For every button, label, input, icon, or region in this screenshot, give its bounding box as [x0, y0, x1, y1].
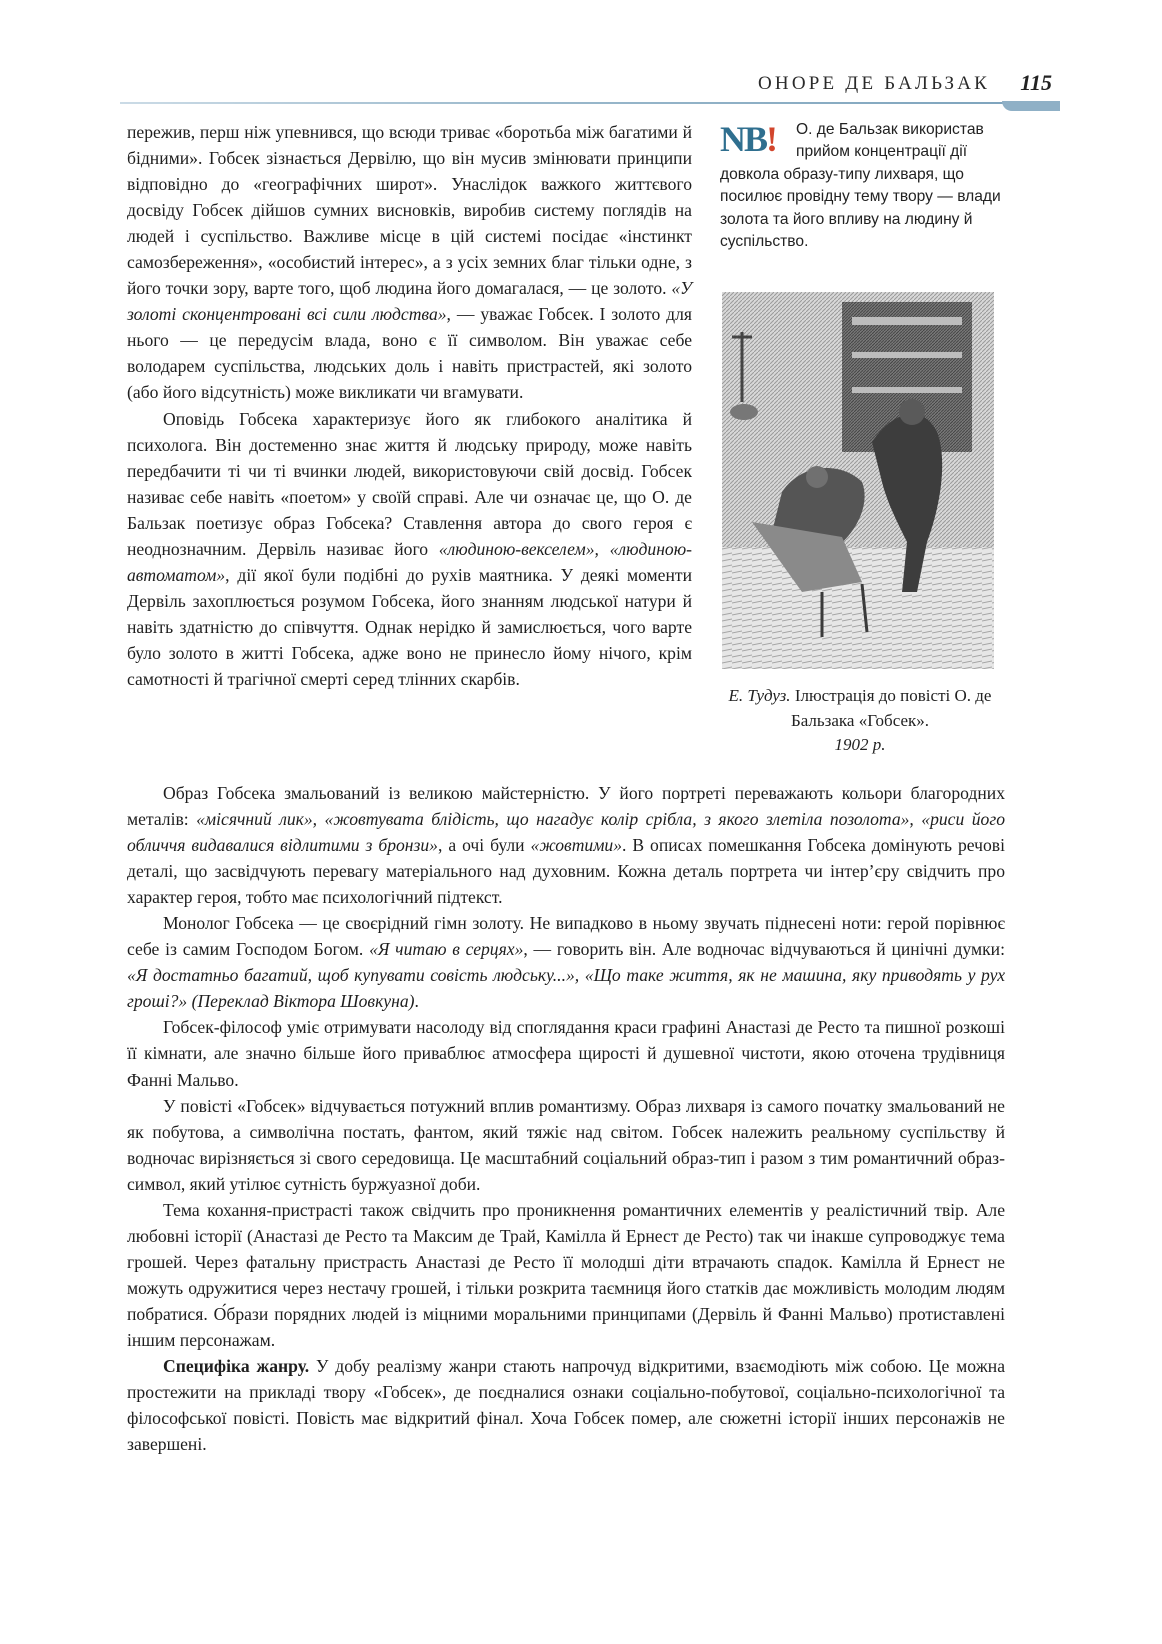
caption-text: Ілюстрація до повісті О. де Бальзака «Гобсек».: [790, 686, 992, 730]
paragraph: пережив, перш ніж упевнився, що всюди триває «боротьба між багатими й бідними». Гобсек зізнається Дервілю, що він мусив змінювати принципи відповідно до «географічних широт». Унаслідок важкого життєвого досвіду Гобсек дійшов сумних висновків, виробив систему поглядів на людей і суспільство. Важливе місце в цій системі посідає «інстинкт самозбереження», «особистий інтерес», а з усіх земних благ тільки одне, з його точки зору, варте того, щоб людина його домагалася, — це золото. «У золоті сконцентровані всі сили людства», — уважає Гобсек. І золото для нього — це передусім влада, воно є її символом. Він уважає себе володарем суспільства, людських доль і навіть пристрастей, які золото (або його відсутність) може викликати чи вгамувати.: [127, 122, 692, 403]
header-tab: [1002, 101, 1060, 111]
paragraph: Гобсек-філософ уміє отримувати насолоду від споглядання краси графині Анастазі де Ресто та пишної розкоші її кімнати, але значно більше його приваблює атмосфера щирості й душевної чистоти, якою оточена трудівниця Фанні Мальво.: [127, 1017, 1005, 1090]
header-rule: [120, 102, 1012, 104]
text-column-narrow: [127, 119, 692, 692]
paragraph: Образ Гобсека змальований із великою майстерністю. У його портреті переважають кольори благородних металів: «місячний лик», «жовтувата блідість, що нагадує колір срібла, з якого злетіла позолота», «риси його обличчя видавалися відлитими з бронзи», а очі були «жовтими». В описах помешкання Гобсека домінують речові деталі, що засвідчують перевагу матеріального над духовним. Кожна деталь портрета чи інтер’єру свідчить про характер героя, тобто має психологічний підтекст.: [127, 783, 1005, 908]
page-header: [120, 70, 1060, 110]
engraving-image: [722, 292, 994, 669]
paragraph: Оповідь Гобсека характеризує його як глибокого аналітика й психолога. Він достеменно знає життя й людську природу, може навіть передбачити ті чи ті вчинки людей, використовуючи свій досвід. Гобсек називає себе навіть «поетом» у своїй справі. Але чи означає це, що О. де Бальзак поетизує образ Гобсека? Ставлення автора до свого героя є неоднозначним. Дервіль називає його «людиною-векселем», «людиною-автоматом», дії якої були подібні до рухів маятника. У деякі моменти Дервіль захоплюється розумом Гобсека, його знанням людської натури й навіть здатністю до співчуття. Однак нерідко й замислюється, чого варте було золото в житті Гобсека, адже воно не принесло йому нічого, крім самотності й трагічної смерті серед тлінних скарбів.: [127, 408, 692, 689]
paragraph: У повісті «Гобсек» відчувається потужний вплив романтизму. Образ лихваря із самого початку змальований не як побутова, а символічна постать, фантом, який тяжіє над світом. Гобсек належить реальному суспільству й водночас вирізняється зі свого середовища. Це масштабний соціальний образ-тип і разом з тим романтичний образ-символ, який утілює сутність буржуазної доби.: [127, 1095, 1005, 1194]
text-column-wide: [127, 780, 1005, 1457]
nb-note: [720, 119, 1010, 253]
paragraph: Тема кохання-пристрасті також свідчить про проникнення романтичних елементів у реалістичний твір. Але любовні історії (Анастазі де Ресто та Максим де Трай, Камілла й Ернест де Ресто) так чи інакше супроводжує тема грошей. Через фатальну пристрасть Анастазі де Ресто її молодші діти втрачають спадок. Камілла й Ернест не можуть одружитися через нестачу грошей, і тільки розкрита таємниця його статків дає можливість молодим людям побратися. О́брази порядних людей із міцними моральними принципами (Дервіль й Фанні Мальво) протиставлені іншим персонажам.: [127, 1199, 1005, 1350]
running-title: ОНОРЕ ДЕ БАЛЬЗАК: [758, 73, 990, 94]
caption-author: Е. Тудуз.: [728, 686, 791, 705]
paragraph: Специфіка жанру. У добу реалізму жанри стають напрочуд відкритими, взаємодіють між собою. Це можна простежити на прикладі твору «Гобсек», де поєдналися ознаки соціально-побутової, соціально-психологічної та філософської повісті. Повість має відкритий фінал. Хоча Гобсек помер, але сюжетні історії інших персонажів не завершені.: [127, 1356, 1006, 1455]
illustration-caption: [700, 684, 1020, 758]
illustration: [722, 292, 994, 669]
nb-text: О. де Бальзак використав прийом концентрації дії довкола образу-типу лихваря, що посилює провідну тему твору — влади золота та його впливу на людину й суспільство.: [720, 121, 1001, 251]
paragraph: Монолог Гобсека — це своєрідний гімн золоту. Не випадково в ньому звучать піднесені ноти: герой порівнює себе із самим Господом Богом. «Я читаю в серцях», — говорить він. Але водночас відчуваються й цинічні думки: «Я достатньо багатий, щоб купувати совість людську...», «Що таке життя, як не машина, яку приводять у рух гроші?» (Переклад Віктора Шовкуна).: [127, 913, 1005, 1012]
section-heading: Специфіка жанру.: [163, 1356, 310, 1377]
caption-year: 1902 р.: [834, 735, 886, 754]
nb-logo-icon: NB!: [720, 119, 777, 159]
page-number: 115: [1020, 70, 1052, 95]
